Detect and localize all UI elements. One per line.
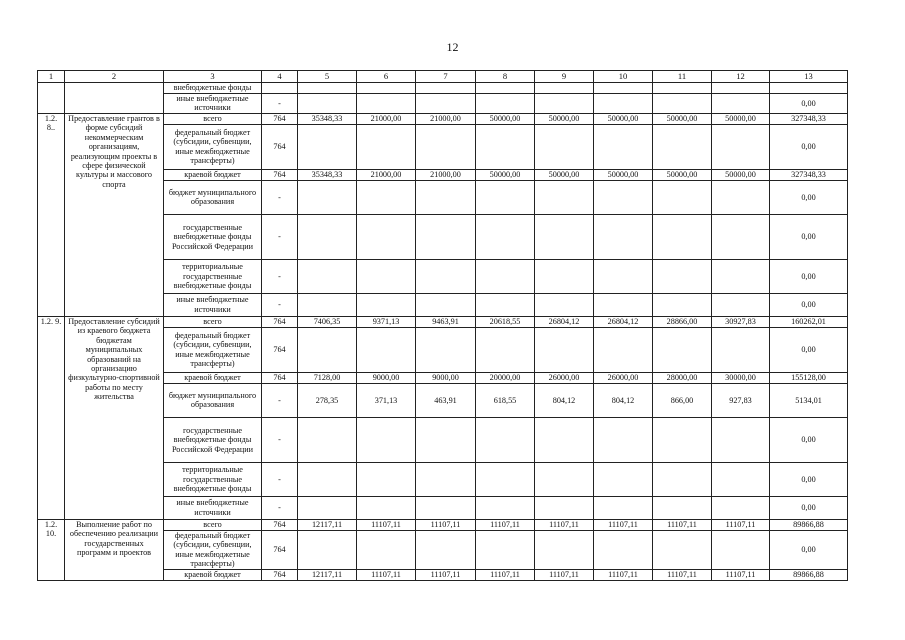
year-value [535, 83, 594, 94]
column-number: 5 [298, 71, 357, 83]
budget-code: - [262, 214, 298, 259]
year-value [298, 496, 357, 519]
year-value: 50000,00 [712, 169, 770, 180]
year-value [712, 496, 770, 519]
budget-code: - [262, 259, 298, 293]
item-name: Выполнение работ по обеспечению реализации государственных программ и проектов [65, 519, 164, 580]
year-value [357, 259, 416, 293]
year-value [653, 530, 712, 569]
year-value [416, 293, 476, 316]
year-value: 11107,11 [653, 519, 712, 530]
row-total: 0,00 [770, 417, 848, 462]
year-value [476, 180, 535, 214]
budget-code: - [262, 180, 298, 214]
year-value [594, 417, 653, 462]
year-value: 50000,00 [535, 169, 594, 180]
year-value: 11107,11 [416, 569, 476, 580]
budget-code: 764 [262, 316, 298, 327]
year-value [357, 462, 416, 496]
row-total: 89866,88 [770, 519, 848, 530]
year-value: 26000,00 [594, 372, 653, 383]
funding-source: иные внебюджетные источники [164, 94, 262, 114]
year-value [298, 327, 357, 372]
year-value [594, 124, 653, 169]
year-value: 11107,11 [594, 569, 653, 580]
year-value [298, 417, 357, 462]
year-value [476, 124, 535, 169]
year-value [357, 293, 416, 316]
year-value: 11107,11 [653, 569, 712, 580]
year-value [594, 214, 653, 259]
year-value [594, 530, 653, 569]
funding-source: всего [164, 519, 262, 530]
year-value [653, 417, 712, 462]
year-value: 9463,91 [416, 316, 476, 327]
budget-code: - [262, 417, 298, 462]
year-value: 50000,00 [653, 113, 712, 124]
year-value [298, 214, 357, 259]
year-value [712, 83, 770, 94]
year-value [416, 462, 476, 496]
funding-source: территориальные государственные внебюджетные фонды [164, 462, 262, 496]
budget-code: 764 [262, 113, 298, 124]
year-value: 9371,13 [357, 316, 416, 327]
row-total: 327348,33 [770, 169, 848, 180]
year-value: 11107,11 [712, 519, 770, 530]
year-value: 21000,00 [416, 113, 476, 124]
budget-code: 764 [262, 372, 298, 383]
budget-table [37, 70, 848, 581]
year-value [535, 94, 594, 114]
year-value: 20000,00 [476, 372, 535, 383]
year-value [357, 83, 416, 94]
year-value [416, 417, 476, 462]
year-value: 278,35 [298, 383, 357, 417]
row-total: 0,00 [770, 94, 848, 114]
year-value: 12117,11 [298, 519, 357, 530]
year-value [416, 83, 476, 94]
budget-code: 764 [262, 569, 298, 580]
year-value: 35348,33 [298, 113, 357, 124]
year-value [298, 530, 357, 569]
page-number: 12 [446, 40, 459, 54]
row-total: 0,00 [770, 180, 848, 214]
year-value [712, 180, 770, 214]
year-value [535, 327, 594, 372]
column-number: 3 [164, 71, 262, 83]
year-value [476, 214, 535, 259]
year-value: 11107,11 [476, 569, 535, 580]
budget-code: 764 [262, 519, 298, 530]
table-row [38, 83, 848, 94]
year-value: 371,13 [357, 383, 416, 417]
item-number: 1.2. 8.. [38, 113, 65, 316]
year-value: 11107,11 [535, 569, 594, 580]
column-number: 6 [357, 71, 416, 83]
year-value: 463,91 [416, 383, 476, 417]
year-value: 618,55 [476, 383, 535, 417]
year-value [712, 462, 770, 496]
funding-source: всего [164, 316, 262, 327]
year-value [416, 496, 476, 519]
budget-code: - [262, 293, 298, 316]
year-value: 28866,00 [653, 316, 712, 327]
year-value: 804,12 [594, 383, 653, 417]
year-value: 30927,83 [712, 316, 770, 327]
year-value [712, 293, 770, 316]
column-number: 7 [416, 71, 476, 83]
funding-source: краевой бюджет [164, 569, 262, 580]
year-value: 804,12 [535, 383, 594, 417]
year-value [653, 180, 712, 214]
year-value [712, 327, 770, 372]
row-total: 155128,00 [770, 372, 848, 383]
funding-source: государственные внебюджетные фонды Российской Федерации [164, 417, 262, 462]
row-total: 0,00 [770, 530, 848, 569]
funding-source: внебюджетные фонды [164, 83, 262, 94]
continuation-num-cell [38, 83, 65, 114]
year-value [653, 462, 712, 496]
funding-source: краевой бюджет [164, 372, 262, 383]
year-value [712, 530, 770, 569]
year-value [535, 530, 594, 569]
continuation-name-cell [65, 83, 164, 114]
year-value [712, 214, 770, 259]
year-value [476, 94, 535, 114]
year-value: 927,83 [712, 383, 770, 417]
year-value: 11107,11 [416, 519, 476, 530]
year-value [298, 94, 357, 114]
funding-source: федеральный бюджет (субсидии, субвенции, иные межбюджетные трансферты) [164, 124, 262, 169]
year-value [476, 462, 535, 496]
column-number: 11 [653, 71, 712, 83]
year-value [357, 214, 416, 259]
year-value: 50000,00 [476, 169, 535, 180]
budget-code: 764 [262, 327, 298, 372]
year-value [416, 94, 476, 114]
year-value: 7128,00 [298, 372, 357, 383]
column-number: 13 [770, 71, 848, 83]
budget-code: 764 [262, 530, 298, 569]
budget-code: - [262, 383, 298, 417]
year-value [357, 124, 416, 169]
year-value [712, 417, 770, 462]
year-value [653, 124, 712, 169]
year-value [712, 259, 770, 293]
row-total: 0,00 [770, 214, 848, 259]
year-value [476, 259, 535, 293]
table-row [38, 316, 848, 327]
item-name: Предоставление субсидий из краевого бюджета бюджетам муниципальных образований на организацию физкультурно-спортивной работы по месту жительства [65, 316, 164, 519]
year-value [476, 293, 535, 316]
year-value: 11107,11 [712, 569, 770, 580]
row-total: 0,00 [770, 496, 848, 519]
year-value [535, 180, 594, 214]
year-value [653, 214, 712, 259]
year-value [594, 327, 653, 372]
budget-code: - [262, 462, 298, 496]
budget-code: 764 [262, 124, 298, 169]
column-number: 1 [38, 71, 65, 83]
year-value [357, 417, 416, 462]
year-value: 7406,35 [298, 316, 357, 327]
year-value: 9000,00 [416, 372, 476, 383]
budget-code: 764 [262, 169, 298, 180]
year-value [416, 180, 476, 214]
year-value: 50000,00 [594, 113, 653, 124]
item-number: 1.2. 10. [38, 519, 65, 580]
year-value: 26000,00 [535, 372, 594, 383]
year-value [594, 83, 653, 94]
year-value: 21000,00 [357, 113, 416, 124]
item-name: Предоставление грантов в форме субсидий некоммерческим организациям, реализующим проекты в сфере физической культуры и массового спорта [65, 113, 164, 316]
year-value [594, 259, 653, 293]
year-value [535, 496, 594, 519]
year-value: 50000,00 [712, 113, 770, 124]
year-value [298, 293, 357, 316]
row-total: 0,00 [770, 293, 848, 316]
year-value [535, 417, 594, 462]
column-number: 8 [476, 71, 535, 83]
budget-code: - [262, 496, 298, 519]
year-value: 50000,00 [653, 169, 712, 180]
year-value [535, 462, 594, 496]
row-total: 0,00 [770, 259, 848, 293]
year-value [535, 124, 594, 169]
year-value [416, 124, 476, 169]
column-number-row [38, 71, 848, 83]
year-value [712, 124, 770, 169]
year-value: 50000,00 [594, 169, 653, 180]
year-value: 12117,11 [298, 569, 357, 580]
year-value [594, 180, 653, 214]
row-total: 327348,33 [770, 113, 848, 124]
year-value [653, 327, 712, 372]
year-value [594, 462, 653, 496]
column-number: 2 [65, 71, 164, 83]
year-value [357, 180, 416, 214]
year-value [535, 259, 594, 293]
budget-code: - [262, 94, 298, 114]
funding-source: иные внебюджетные источники [164, 496, 262, 519]
year-value [416, 259, 476, 293]
row-total: 0,00 [770, 327, 848, 372]
year-value [298, 462, 357, 496]
year-value [535, 214, 594, 259]
column-number: 9 [535, 71, 594, 83]
funding-source: всего [164, 113, 262, 124]
year-value [476, 83, 535, 94]
year-value [298, 83, 357, 94]
row-total: 0,00 [770, 124, 848, 169]
year-value: 26804,12 [535, 316, 594, 327]
year-value: 11107,11 [476, 519, 535, 530]
year-value: 50000,00 [476, 113, 535, 124]
year-value: 11107,11 [357, 519, 416, 530]
column-number: 4 [262, 71, 298, 83]
table-row [38, 519, 848, 530]
year-value [594, 496, 653, 519]
row-total: 89866,88 [770, 569, 848, 580]
row-total: 5134,01 [770, 383, 848, 417]
funding-source: государственные внебюджетные фонды Российской Федерации [164, 214, 262, 259]
year-value [653, 94, 712, 114]
budget-code [262, 83, 298, 94]
year-value [357, 530, 416, 569]
year-value [594, 94, 653, 114]
year-value [712, 94, 770, 114]
year-value [476, 530, 535, 569]
year-value [357, 94, 416, 114]
year-value: 26804,12 [594, 316, 653, 327]
year-value: 21000,00 [416, 169, 476, 180]
year-value [476, 417, 535, 462]
year-value: 21000,00 [357, 169, 416, 180]
year-value: 11107,11 [535, 519, 594, 530]
year-value: 11107,11 [594, 519, 653, 530]
year-value: 35348,33 [298, 169, 357, 180]
year-value [594, 293, 653, 316]
row-total: 160262,01 [770, 316, 848, 327]
funding-source: бюджет муниципального образования [164, 383, 262, 417]
year-value [357, 327, 416, 372]
year-value: 866,00 [653, 383, 712, 417]
table-row [38, 113, 848, 124]
funding-source: иные внебюджетные источники [164, 293, 262, 316]
year-value [357, 496, 416, 519]
item-number: 1.2. 9. [38, 316, 65, 519]
year-value: 20618,55 [476, 316, 535, 327]
year-value [416, 214, 476, 259]
year-value [653, 293, 712, 316]
year-value [298, 180, 357, 214]
funding-source: краевой бюджет [164, 169, 262, 180]
year-value [416, 530, 476, 569]
funding-source: федеральный бюджет (субсидии, субвенции, иные межбюджетные трансферты) [164, 530, 262, 569]
year-value [535, 293, 594, 316]
year-value: 50000,00 [535, 113, 594, 124]
year-value [476, 496, 535, 519]
year-value [416, 327, 476, 372]
funding-source: бюджет муниципального образования [164, 180, 262, 214]
year-value [298, 124, 357, 169]
year-value [653, 496, 712, 519]
year-value [653, 259, 712, 293]
row-total: 0,00 [770, 462, 848, 496]
row-total [770, 83, 848, 94]
funding-source: федеральный бюджет (субсидии, субвенции, иные межбюджетные трансферты) [164, 327, 262, 372]
year-value: 28000,00 [653, 372, 712, 383]
year-value: 9000,00 [357, 372, 416, 383]
column-number: 12 [712, 71, 770, 83]
year-value [653, 83, 712, 94]
year-value: 30000,00 [712, 372, 770, 383]
column-number: 10 [594, 71, 653, 83]
year-value: 11107,11 [357, 569, 416, 580]
year-value [476, 327, 535, 372]
year-value [298, 259, 357, 293]
funding-source: территориальные государственные внебюджетные фонды [164, 259, 262, 293]
